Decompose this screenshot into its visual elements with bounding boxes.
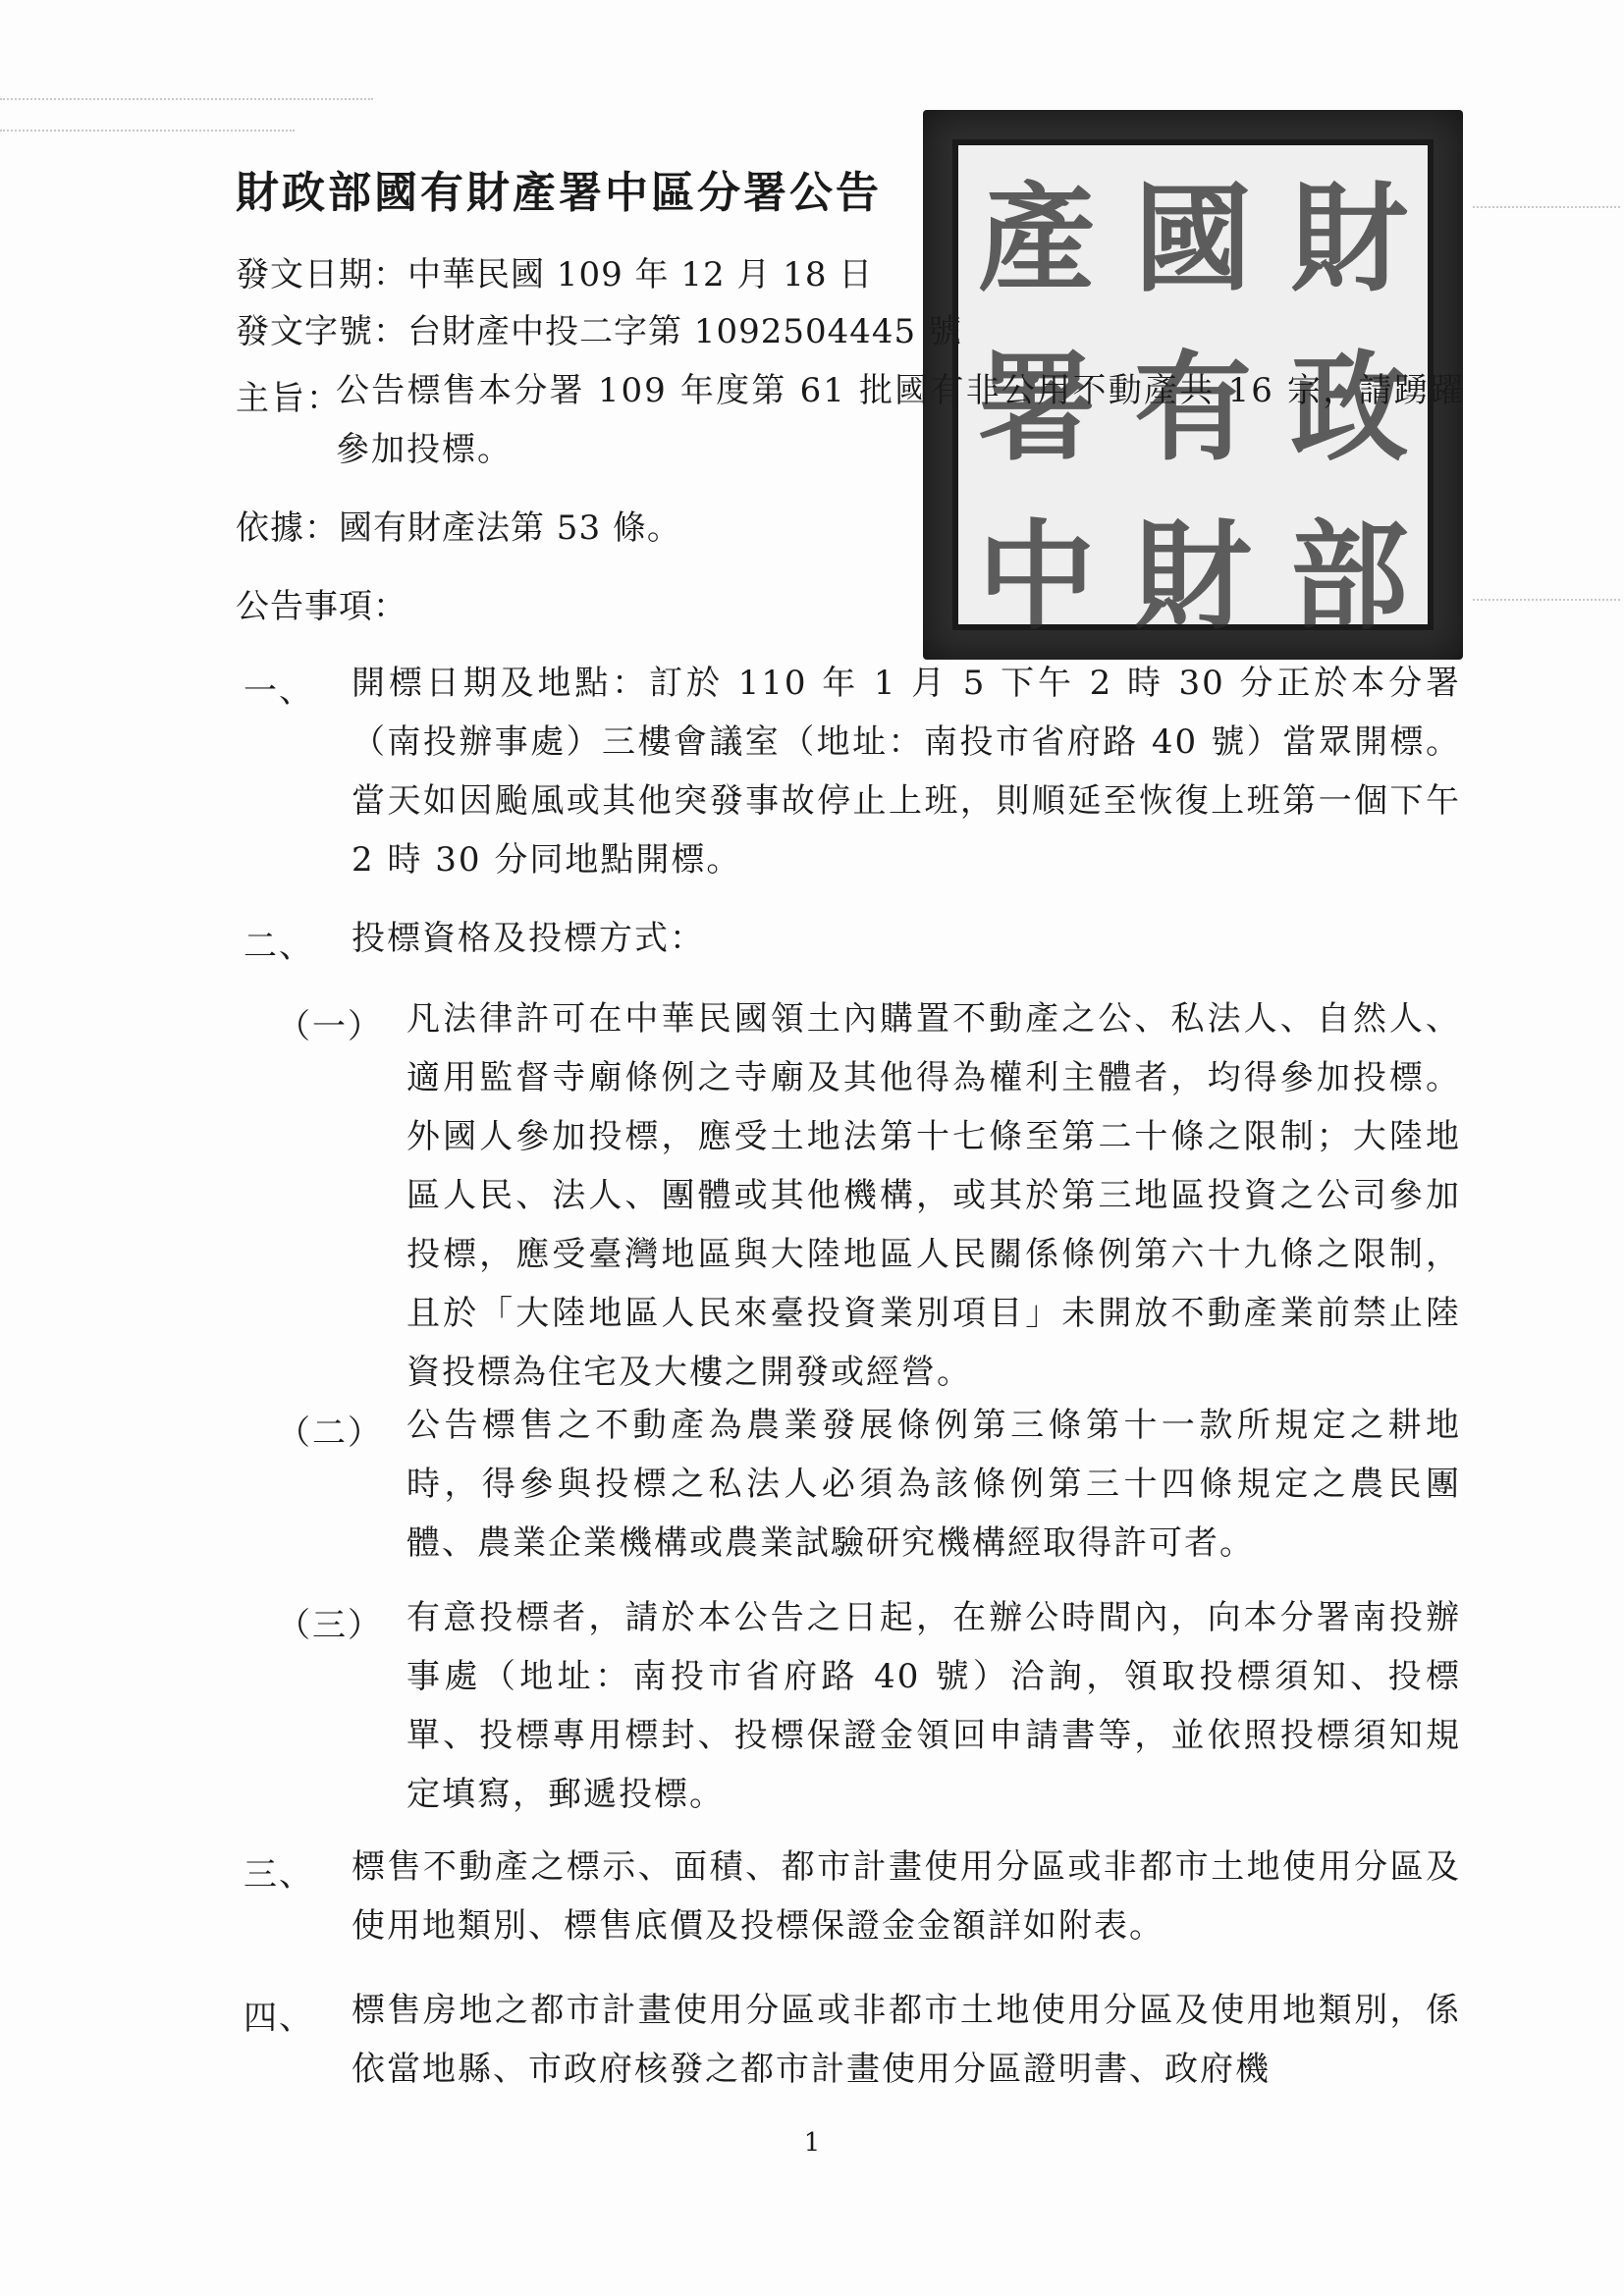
item-text: 投標資格及投標方式： <box>352 919 705 958</box>
issue-date: 發文日期：中華民國 109 年 12 月 18 日 <box>236 255 874 294</box>
item-number: 三、 <box>244 1855 314 1895</box>
items-heading: 公告事項： <box>236 587 407 626</box>
legal-basis: 依據：國有財產法第 53 條。 <box>236 508 681 548</box>
item-number: 四、 <box>244 1999 314 2038</box>
subitem-text: 有意投標者，請於本公告之日起，在辦公時間內，向本分署南投辦事處（地址：南投市省府路 40 號）洽詢，領取投標須知、投標單、投標專用標封、投標保證金領回申請書等，並依照投標須知規定填寫，郵遞投標。 <box>406 1598 1461 1814</box>
scan-artifact <box>0 130 295 133</box>
page-title: 財政部國有財產署中區分署公告 <box>236 168 882 218</box>
item-number: 二、 <box>244 927 314 966</box>
item-number: 一、 <box>244 671 314 711</box>
item-text: 標售不動產之標示、面積、都市計畫使用分區或非都市土地使用分區及使用地類別、標售底價及投標保證金金額詳如附表。 <box>352 1847 1461 1946</box>
subitem-number: （二） <box>277 1414 383 1453</box>
subject-text: 公告標售本分署 109 年度第 61 批國有非公用不動產共 16 宗，請踴躍參加投標。 <box>336 371 1465 469</box>
subitem-text: 凡法律許可在中華民國領土內購置不動產之公、私法人、自然人、適用監督寺廟條例之寺廟及其他得為權利主體者，均得參加投標。外國人參加投標，應受土地法第十七條至第二十條之限制；大陸地區人民、法人、團體或其他機構，或其於第三地區投資之公司參加投標，應受臺灣地區與大陸地區人民關係條例第六十九條之限制，且於「大陸地區人民來臺投資業別項目」未開放不動產業前禁止陸資投標為住宅及大樓之開發或經營。 <box>406 999 1461 1392</box>
item-text: 標售房地之都市計畫使用分區或非都市土地使用分區及使用地類別，係依當地縣、市政府核發之都市計畫使用分區證明書、政府機 <box>352 1991 1461 2089</box>
scan-artifact <box>0 98 373 102</box>
subitem-number: （三） <box>277 1606 383 1645</box>
reference-number: 發文字號：台財產中投二字第 1092504445 號 <box>236 312 962 351</box>
subject-label: 主旨： <box>236 379 342 418</box>
item-text: 開標日期及地點：訂於 110 年 1 月 5 下午 2 時 30 分正於本分署（南投辦事處）三樓會議室（地址：南投市省府路 40 號）當眾開標。當天如因颱風或其他突發事故停止上班，則順延至恢復上班第一個下午 2 時 30 分同地點開標。 <box>352 664 1461 880</box>
official-seal-icon: 財 國 產 政 有 署 部 財 中 <box>923 110 1463 660</box>
subitem-text: 公告標售之不動產為農業發展條例第三條第十一款所規定之耕地時，得參與投標之私法人必須為該條例第三十四條規定之農民團體、農業企業機構或農業試驗研究機構經取得許可者。 <box>406 1406 1461 1563</box>
subitem-number: （一） <box>277 1007 383 1046</box>
scan-artifact <box>1473 206 1620 210</box>
scan-artifact <box>1473 599 1620 603</box>
page-number: 1 <box>803 2128 821 2158</box>
